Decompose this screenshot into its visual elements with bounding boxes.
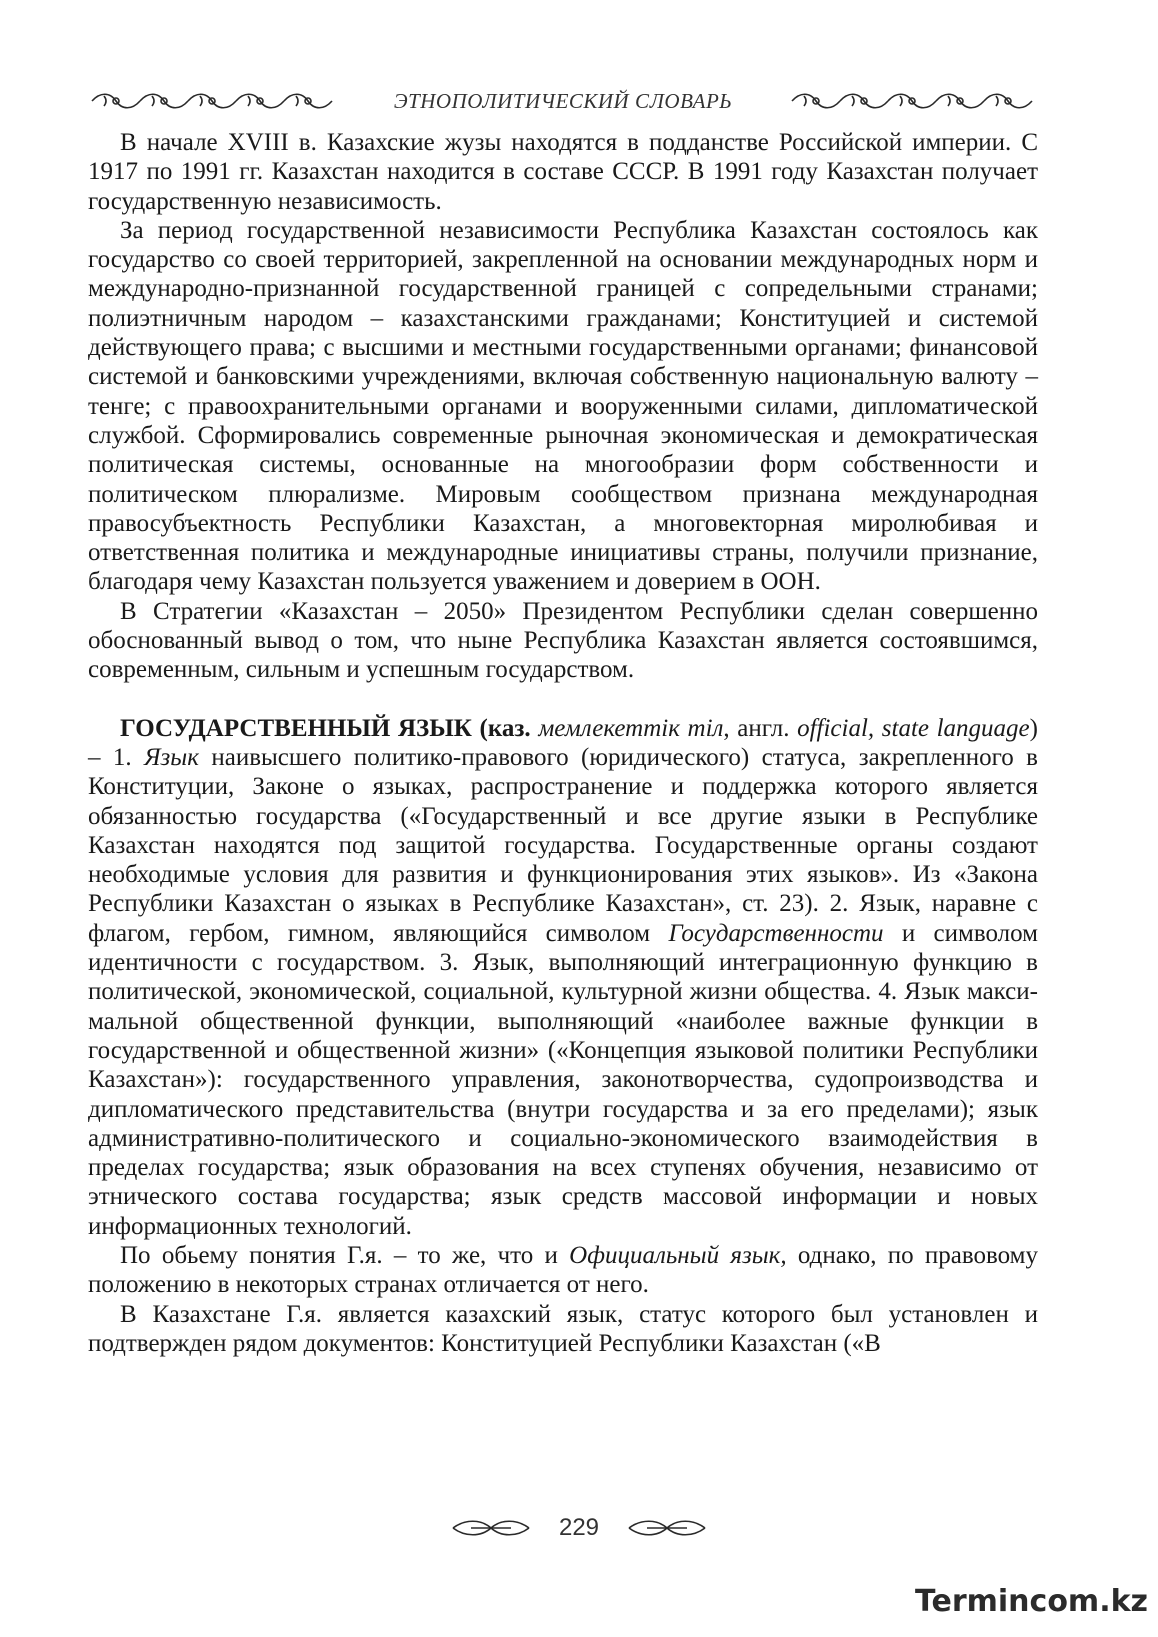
paragraph: За период государственной независимости Республика Казахстан состоялось как государство со своей территорией, закрепленной на основании международных норм и международно-признанной государственной границей с сопредельными странами; полиэтничным народом – казахстанскими гражданами; Конституцией и системой действующего права; с высшими и местными государственными органами; финансовой системой и банковскими учреждениями, включая собственную национальную валюту – тенге; с правоохранительными органами и вооруженными силами, дипломатической службой. Сформировались современные рыночная экономическая и демократическая политическая системы, основанные на многообразии форм собственности и политическом плюрализме. Мировым сообществом признана международная правосубъектность Республики Казахстан, а многовекторная миролюбивая и ответственная политика и международные инициативы страны, получили признание, благодаря чему Казахстан пользуется уважением и доверием в ООН. — [88, 216, 1038, 596]
kazakh-term: мемлекеттік тіл — [538, 714, 724, 742]
cross-reference: Государственности — [668, 919, 884, 947]
dictionary-entry — [88, 714, 1038, 1241]
entry-text: наивысшего политико-правового (юридического) статуса, закрепленного в Конституции, Законе о языках, распространение и поддержка которого является обязанностью государства («Государственный и все другие языки в Республике Казахстан находятся под защитой государства. Государственные органы создают необходимые условия для развития и функционирования этих языков». Из «Закона Республики Казахстан о языках в Республике Казахстан», ст. 23). 2. Язык, наравне с флагом, гербом, гимном, являющийся символом — [88, 743, 1038, 947]
flourish-left-icon — [451, 1517, 531, 1539]
ornament-right-icon — [788, 90, 1038, 112]
entry-text: ) – 1. — [88, 714, 1038, 771]
body-text — [88, 128, 1038, 1358]
cross-reference: Язык — [144, 743, 199, 771]
paragraph: В Казахстане Г.я. является казахский язык, статус которого был установлен и подтвержден рядом документов: Конституцией Республики Казахстан («В — [88, 1300, 1038, 1357]
running-header — [88, 86, 1038, 116]
page-footer — [0, 1514, 1158, 1542]
entry-text: и символом идентичности с государством. 3. Язык, выполняющий интеграционную функцию в политической, экономической, социальной, культурной жизни общества. 4. Язык максимальной общественной функции, выполняющий «наиболее важные функции в государственной и общественной жизни» («Концепция языковой политики Республики Казахстан»): государственного управления, законотворчества, судопроизводства и дипломатического представительства (внутри государства и за его пределами); язык административно-политического и социально-экономического взаимодействия в пределах государства; язык образования на всех ступенях обучения, независимо от этнического состава государства; язык средств массовой информации и новых информационных технологий. — [88, 919, 1038, 1240]
cross-reference: Официальный язык, — [569, 1241, 787, 1269]
english-term: official, state language — [797, 714, 1030, 742]
paragraph-text: однако, по правовому положению в некоторых странах отличается от него. — [88, 1241, 1038, 1299]
eng-prefix: , англ. — [723, 714, 798, 742]
paragraph-text: По обьему понятия Г.я. – то же, что и — [120, 1241, 570, 1269]
paragraph: В начале XVIII в. Казахские жузы находятся в подданстве Российской империи. С 1917 по 1991 гг. Казахстан находится в составе СССР. В 1991 году Казахстан получает государственную независимость. — [88, 129, 1038, 215]
page-number: 229 — [558, 1514, 600, 1541]
entry-term: ГОСУДАРСТВЕННЫЙ ЯЗЫК — [120, 714, 472, 742]
paragraph: В Стратегии «Казахстан – 2050» Президентом Республики сделан совершенно обоснованный вывод о том, что ныне Республика Казахстан является состоявшимся, современным, сильным и успешным государством. — [88, 597, 1038, 684]
ornament-left-icon — [88, 90, 338, 112]
entry-open: (каз. — [471, 714, 539, 742]
paragraph — [88, 1241, 1038, 1300]
watermark-logo: Termincom.kz — [915, 1584, 1148, 1619]
flourish-right-icon — [627, 1517, 707, 1539]
header-title: ЭТНОПОЛИТИЧЕСКИЙ СЛОВАРЬ — [393, 88, 733, 113]
